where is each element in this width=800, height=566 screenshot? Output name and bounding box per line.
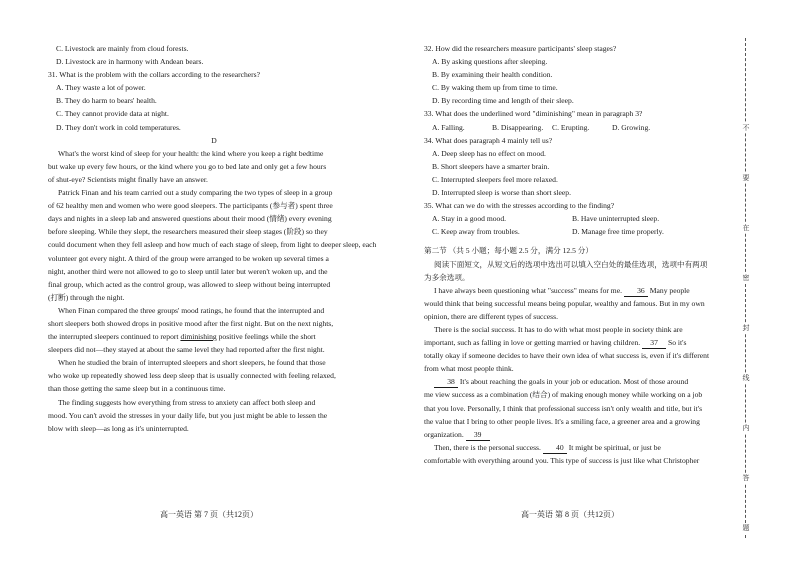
q31-option-a: A. They waste a lot of power. — [56, 83, 146, 93]
binding-margin-char: 答 — [742, 474, 750, 482]
cloze-line: comfortable with everything around you. This type of success is just like what Christopher — [424, 455, 700, 465]
passage-line: The finding suggests how everything from stress to anxiety can affect both sleep and — [58, 397, 316, 407]
q32-option-d: D. By recording time and length of their sleep. — [432, 96, 574, 106]
binding-margin-char: 密 — [742, 274, 750, 282]
blank-39[interactable]: 39 — [466, 430, 490, 441]
q35-options-row1 — [432, 212, 716, 225]
passage-line: who woke up repeatedly showed less deep sleep that is usually connected with feeling relaxed, — [48, 371, 336, 381]
binding-margin-char: 在 — [742, 224, 750, 232]
q33-question: 33. What does the underlined word "diminishing" mean in paragraph 3? — [424, 109, 643, 119]
blank-37[interactable]: 37 — [642, 338, 666, 349]
q32-question: 32. How did the researchers measure participants' sleep stages? — [424, 44, 617, 53]
q30-option-c: C. Livestock are mainly from cloud forests. — [56, 44, 189, 53]
passage-text: positive feelings while the short — [216, 332, 316, 342]
q35-options-row2 — [432, 225, 716, 238]
cloze-line — [424, 336, 716, 349]
passage-line: Patrick Finan and his team carried out a study comparing the two types of sleep in a group — [58, 188, 333, 198]
binding-margin-char: 要 — [742, 174, 750, 182]
passage-line: blow with sleep—as long as it's uninterrupted. — [48, 423, 189, 433]
q31-question: 31. What is the problem with the collars according to the researchers? — [48, 70, 260, 80]
blank-38[interactable]: 38 — [434, 377, 458, 388]
q34-question: 34. What does paragraph 4 mainly tell us? — [424, 135, 553, 145]
cloze-text: It might be spiritual, or just be — [568, 442, 661, 452]
cloze-text: Then, there is the personal success. — [434, 442, 541, 452]
right-page-footer: 高一英语 第 8 页（共12页） — [521, 510, 619, 519]
q34-option-a: A. Deep sleep has no effect on mood. — [432, 148, 546, 158]
cloze-line: opinion, there are different types of success. — [424, 311, 558, 321]
cloze-line — [424, 428, 716, 441]
section2-instructions-line2: 为多余选项。 — [424, 272, 470, 282]
q33-option-d: D. Growing. — [612, 122, 651, 132]
q35-option-b: B. Have uninterrupted sleep. — [572, 214, 660, 224]
binding-margin-char: 题 — [742, 524, 750, 532]
q32-option-a: A. By asking questions after sleeping. — [432, 57, 548, 67]
passage-line: sleepers did not—they stayed at about the same level they had reported after the first night. — [48, 345, 325, 355]
q31-option-b: B. They do harm to bears' health. — [56, 96, 157, 106]
passage-line: but wake up every few hours, or the kind where you go to bed late and only get a few hours — [48, 161, 327, 171]
q35-option-a: A. Stay in a good mood. — [432, 214, 507, 224]
section-letter-d: D — [211, 135, 217, 145]
cloze-line — [424, 375, 716, 388]
q32-option-b: B. By examining their health condition. — [432, 70, 553, 80]
cloze-text: Many people — [649, 285, 690, 295]
passage-line: days and nights in a sleep lab and answered questions about their mood (情绪) every evening — [48, 214, 332, 224]
q35-option-c: C. Keep away from troubles. — [432, 227, 520, 237]
q35-question: 35. What can we do with the stresses according to the finding? — [424, 201, 615, 211]
passage-text: the interrupted sleepers continued to report — [48, 332, 181, 342]
passage-line: When he studied the brain of interrupted sleepers and short sleepers, he found that those — [58, 358, 326, 368]
cloze-line: totally okay if someone decides to have their own idea of what success is, even if it's different — [424, 351, 710, 361]
cloze-line: from what most people think. — [424, 364, 514, 374]
binding-margin-char: 封 — [742, 324, 750, 332]
q33-options — [432, 121, 716, 134]
binding-margin-dashed-line — [742, 38, 758, 538]
q34-option-b: B. Short sleepers have a smarter brain. — [432, 161, 550, 171]
q35-option-d: D. Manage free time properly. — [572, 227, 664, 237]
cloze-text: important, such as falling in love or getting married or having children. — [424, 338, 641, 348]
cloze-text: organization. — [424, 429, 464, 439]
section2-heading: 第二节 （共 5 小题；每小题 2.5 分，满分 12.5 分） — [424, 246, 593, 256]
underlined-word-diminishing: diminishing — [180, 332, 217, 342]
right-page-column — [424, 42, 716, 467]
passage-line: volunteer got every night. A third of the group were arranged to be woken up several times a — [48, 253, 329, 263]
q33-option-b: B. Disappearing. — [492, 122, 544, 132]
passage-line: before sleeping. While they slept, the researchers measured their sleep stages (阶段) so they — [48, 227, 328, 237]
passage-line-underlined — [48, 330, 380, 343]
cloze-line: me view success as a combination (结合) of making enough money while working on a job — [424, 390, 703, 400]
passage-line: mood. You can't avoid the stresses in your daily life, but you just might be able to lessen the — [48, 410, 328, 420]
cloze-line — [424, 284, 716, 297]
passage-line: night, another third were not allowed to go to sleep until later but weren't woken up, and the — [48, 266, 328, 276]
passage-line: of shut-eye? Scientists might finally have an answer. — [48, 174, 208, 184]
cloze-text: So it's — [667, 338, 687, 348]
cloze-line: that you love. Personally, I think that professional success isn't only wealth and title, but it's — [424, 403, 703, 413]
passage-line: could document when they fell asleep and how much of each stage of sleep, from light to deeper sleep, each — [48, 240, 377, 250]
q31-option-d: D. They don't work in cold temperatures. — [56, 122, 181, 132]
q33-option-a: A. Falling. — [432, 122, 465, 132]
passage-line: short sleepers both showed drops in positive mood after the first night. But on the next nights, — [48, 318, 334, 328]
passage-line: than those getting the same sleep but in a continuous time. — [48, 384, 226, 394]
blank-40[interactable]: 40 — [543, 443, 567, 454]
passage-line: final group, which acted as the control group, was allowed to sleep without being interrupted — [48, 279, 331, 289]
q31-option-c: C. They cannot provide data at night. — [56, 109, 169, 119]
cloze-line: There is the social success. It has to do with what most people in society think are — [434, 324, 683, 334]
passage-d — [48, 147, 380, 330]
binding-margin-char: 内 — [742, 424, 750, 432]
passage-line: (打断) through the night. — [48, 292, 125, 302]
passage-line: When Finan compared the three groups' mood ratings, he found that the interrupted and — [58, 305, 325, 315]
passage-line: of 62 healthy men and women who were good sleepers. The participants (参与者) spent three — [48, 201, 333, 211]
q30-option-d: D. Livestock are in harmony with Andean bears. — [56, 57, 204, 67]
left-page-column — [48, 42, 380, 435]
q33-option-c: C. Erupting. — [552, 122, 590, 132]
cloze-text: I have always been questioning what "success" means for me. — [434, 285, 622, 295]
blank-36[interactable]: 36 — [624, 286, 648, 297]
cloze-line: the value that I bring to other people lives. It's a smiling face, a greener area and a growing — [424, 416, 700, 426]
left-page-footer: 高一英语 第 7 页（共12页） — [160, 510, 258, 519]
cloze-line: would think that being successful means being popular, wealthy and famous. But in my own — [424, 298, 705, 308]
q34-option-d: D. Interrupted sleep is worse than short sleep. — [432, 188, 571, 198]
section2-instructions-line1: 阅读下面短文，从短文后的选项中选出可以填入空白处的最佳选项，选项中有两项 — [434, 259, 708, 269]
cloze-line — [424, 441, 716, 454]
passage-line: What's the worst kind of sleep for your health: the kind where you keep a right bedtime — [58, 148, 324, 158]
binding-margin-char: 线 — [742, 374, 750, 382]
binding-margin-char: 不 — [742, 124, 750, 132]
cloze-text: It's about reaching the goals in your job or education. Most of those around — [459, 377, 689, 387]
passage-d-end — [48, 343, 380, 435]
q32-option-c: C. By waking them up from time to time. — [432, 83, 558, 93]
q34-option-c: C. Interrupted sleepers feel more relaxed. — [432, 174, 558, 184]
